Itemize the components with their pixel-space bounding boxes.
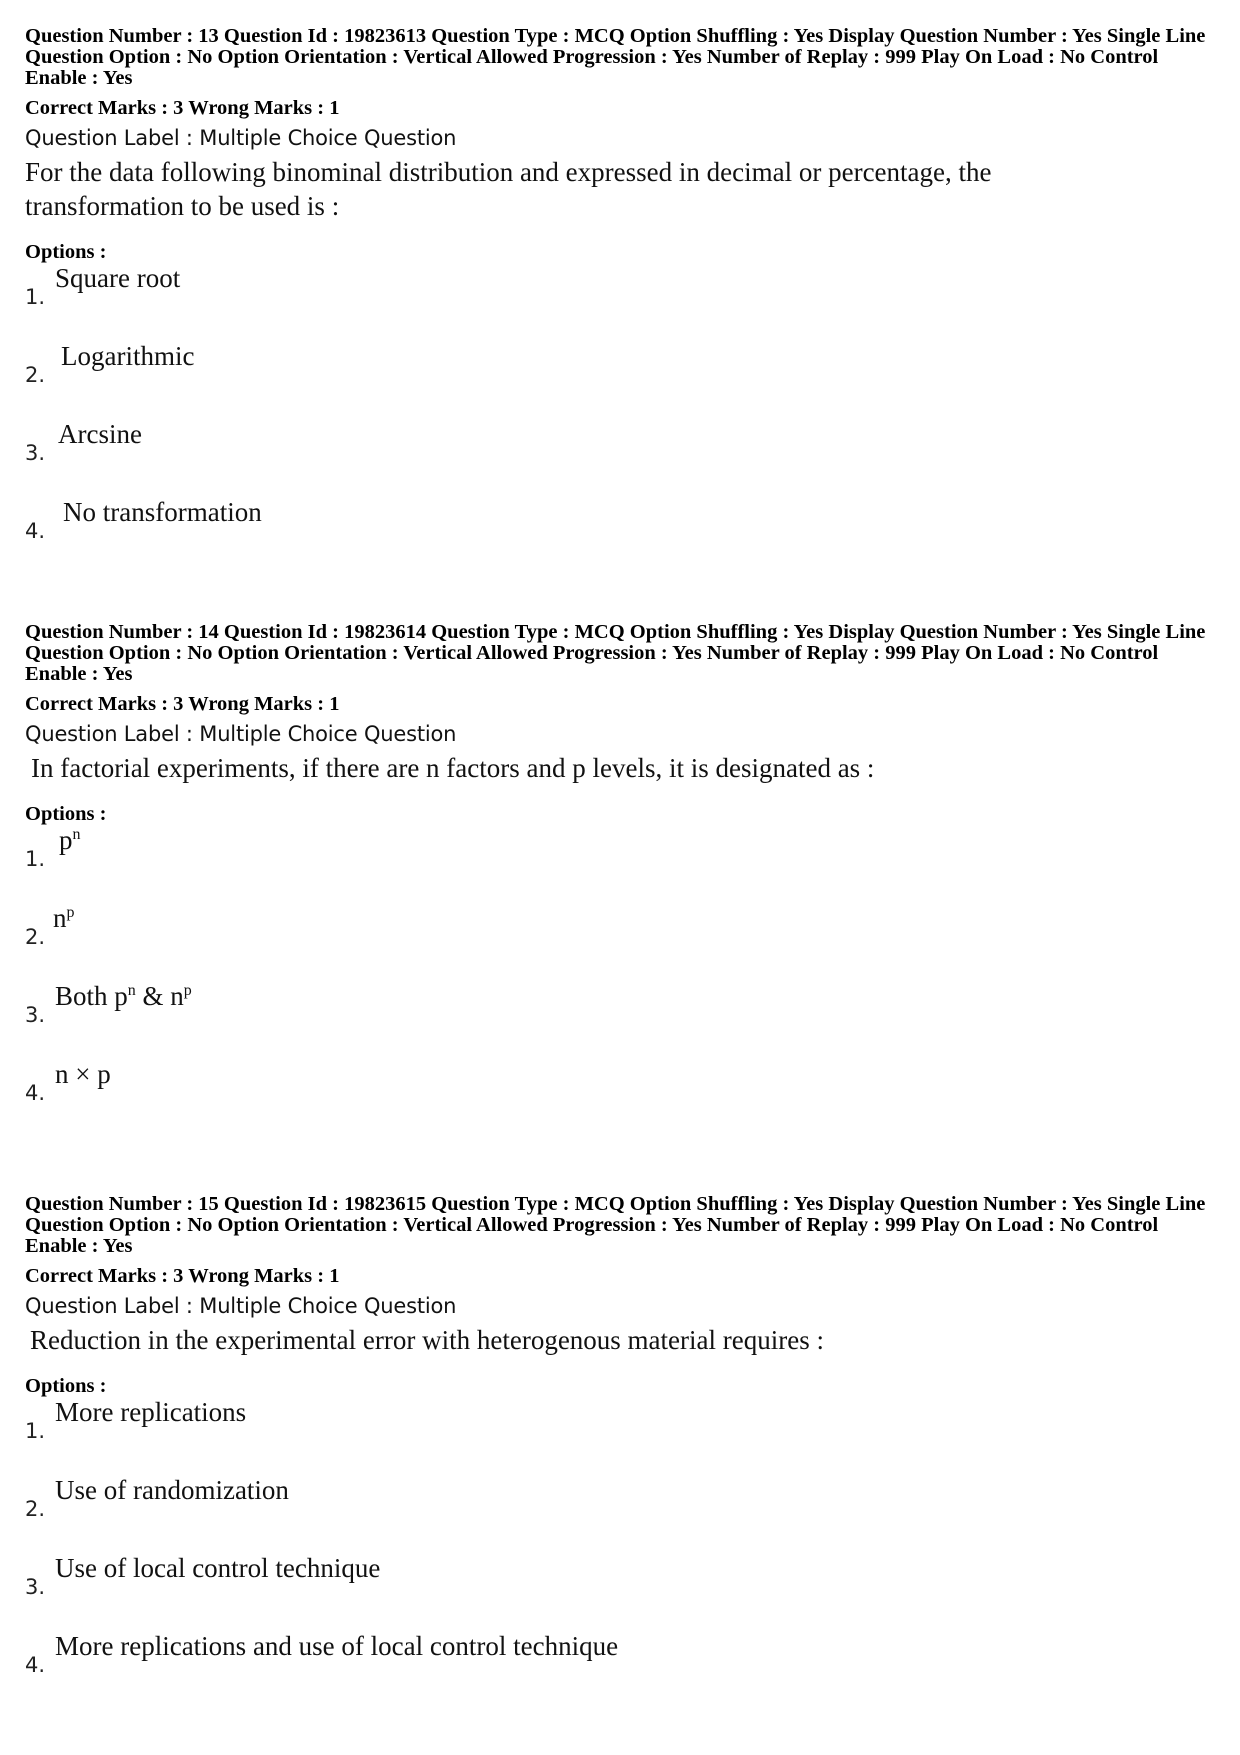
option-number: 3. [25,1575,46,1599]
option-text: Use of local control technique [55,1553,381,1583]
option-superscript: p [66,904,75,921]
option-2[interactable] [25,1475,1215,1553]
option-number: 3. [25,441,46,465]
question-label: Question Label : Multiple Choice Question [25,126,457,150]
option-superscript: n [72,826,81,843]
option-prefix: Both [55,981,115,1011]
option-base: p [59,825,73,855]
question-13 [25,26,1215,575]
option-2[interactable] [25,341,1215,419]
option-3[interactable] [25,419,1215,497]
option-number: 2. [25,925,46,949]
options-heading: Options : [25,1375,107,1397]
option-text: Arcsine [58,419,142,449]
question-text: For the data following binominal distribution and expressed in decimal or percentage, the transformation to be used is : [25,157,992,221]
option-1[interactable] [25,825,1215,903]
question-14 [25,622,1215,1137]
option-base: p [114,981,128,1011]
option-4[interactable] [25,497,1215,575]
option-text: n × p [55,1059,111,1089]
option-number: 4. [25,519,46,543]
question-meta: Question Number : 13 Question Id : 19823613 Question Type : MCQ Option Shuffling : Yes Display Question Number : Yes Single Line Question Option : No Option Orientation : Vertical Allowed Progression : Yes Number of Replay : 999 Play On Load : No Control Enable : Yes [25,25,1206,89]
option-text [55,981,192,1012]
option-1[interactable] [25,1397,1215,1475]
question-15 [25,1194,1215,1709]
question-label: Question Label : Multiple Choice Question [25,1294,457,1318]
option-superscript-2: p [183,982,192,999]
option-number: 2. [25,1497,46,1521]
question-marks: Correct Marks : 3 Wrong Marks : 1 [25,693,340,715]
option-text: Use of randomization [55,1475,289,1505]
question-meta: Question Number : 14 Question Id : 19823614 Question Type : MCQ Option Shuffling : Yes Display Question Number : Yes Single Line Question Option : No Option Orientation : Vertical Allowed Progression : Yes Number of Replay : 999 Play On Load : No Control Enable : Yes [25,621,1206,685]
option-1[interactable] [25,263,1215,341]
option-number: 4. [25,1653,46,1677]
option-number: 1. [25,1419,46,1443]
option-base: n [53,903,67,933]
option-number: 1. [25,285,46,309]
option-superscript: n [127,982,136,999]
option-4[interactable] [25,1059,1215,1137]
option-text [59,825,81,856]
options-heading: Options : [25,241,107,263]
option-3[interactable] [25,981,1215,1059]
option-base-2: n [170,981,184,1011]
option-text: No transformation [63,497,262,527]
option-number: 1. [25,847,46,871]
option-number: 2. [25,363,46,387]
option-3[interactable] [25,1553,1215,1631]
question-text: Reduction in the experimental error with heterogenous material requires : [30,1325,824,1355]
option-connector: & [135,981,171,1011]
option-text: Square root [55,263,181,293]
option-text: Logarithmic [61,341,195,371]
question-text: In factorial experiments, if there are n factors and p levels, it is designated as : [31,753,875,783]
question-label: Question Label : Multiple Choice Question [25,722,457,746]
option-text: More replications and use of local control technique [55,1631,619,1661]
option-4[interactable] [25,1631,1215,1709]
option-number: 4. [25,1081,46,1105]
question-marks: Correct Marks : 3 Wrong Marks : 1 [25,1265,340,1287]
option-number: 3. [25,1003,46,1027]
options-heading: Options : [25,803,107,825]
question-marks: Correct Marks : 3 Wrong Marks : 1 [25,97,340,119]
option-text [53,903,75,934]
option-2[interactable] [25,903,1215,981]
question-meta: Question Number : 15 Question Id : 19823615 Question Type : MCQ Option Shuffling : Yes Display Question Number : Yes Single Line Question Option : No Option Orientation : Vertical Allowed Progression : Yes Number of Replay : 999 Play On Load : No Control Enable : Yes [25,1193,1206,1257]
option-text: More replications [55,1397,247,1427]
